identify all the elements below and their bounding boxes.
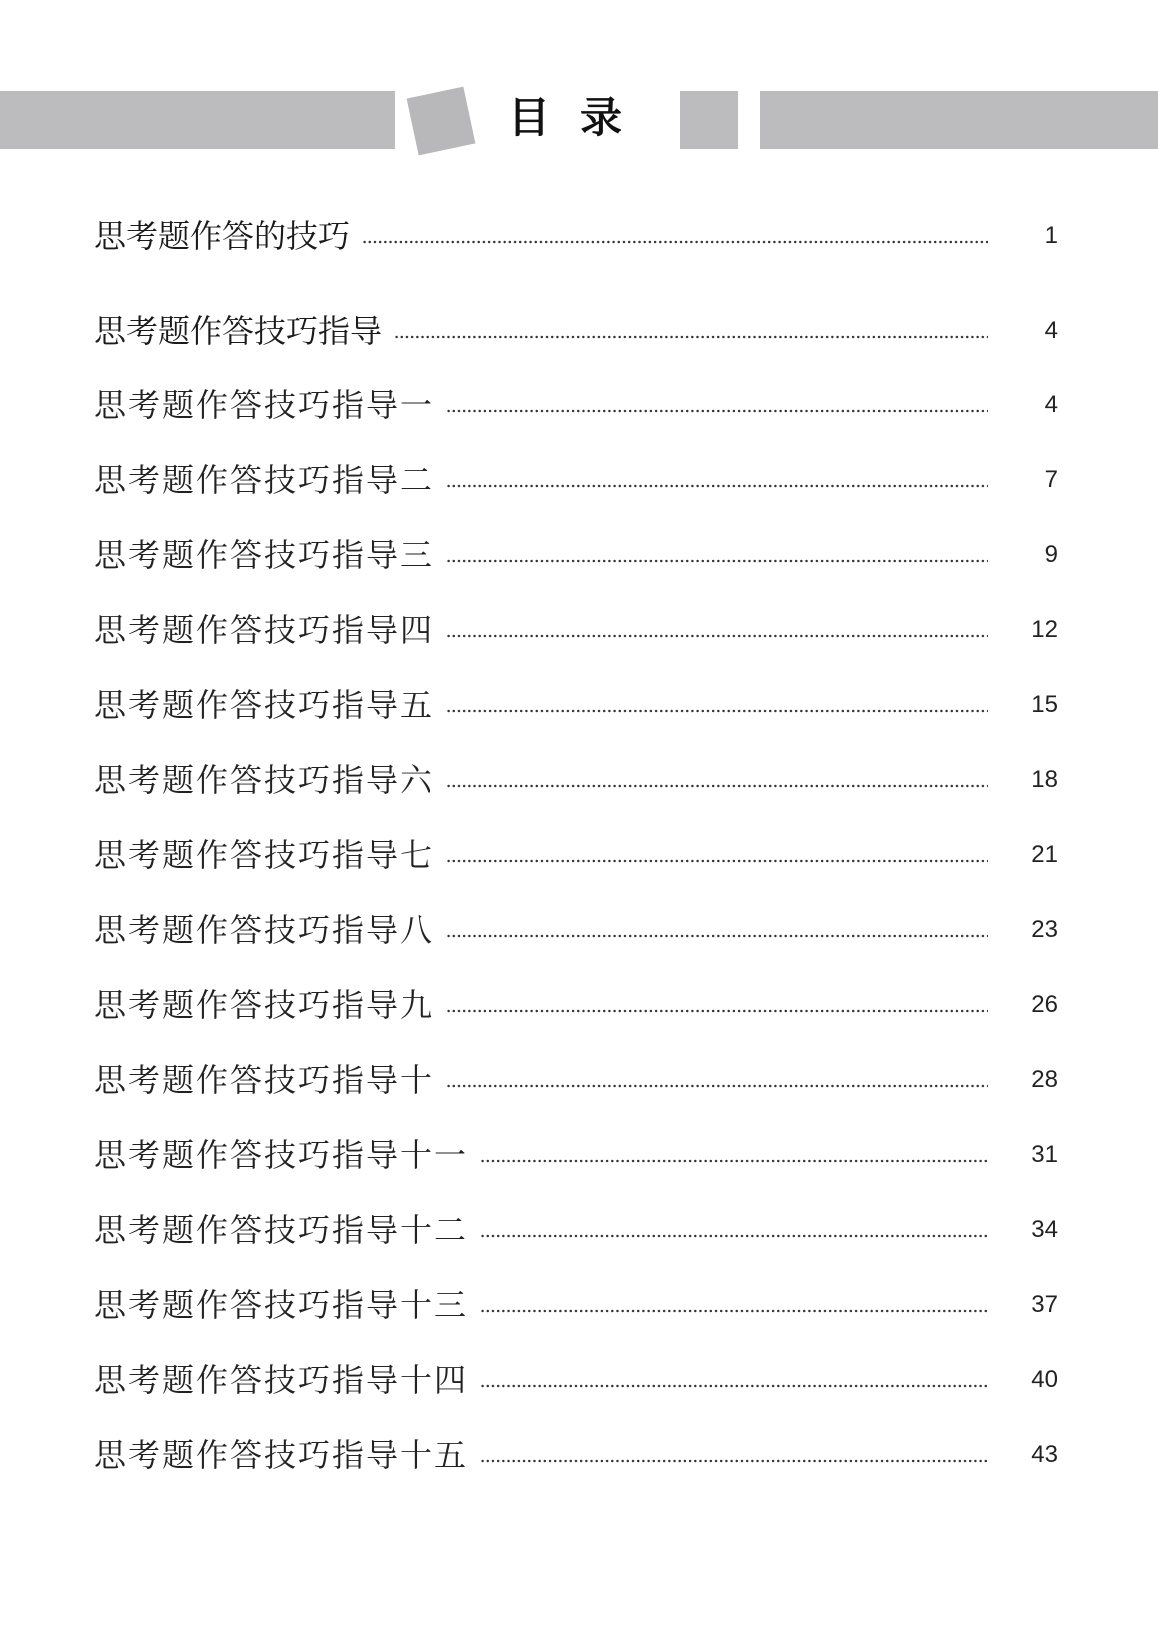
toc-entry-page: 9 bbox=[1044, 541, 1058, 568]
dot-leader bbox=[446, 859, 988, 863]
toc-entry-label: 思考题作答技巧指导一 bbox=[94, 386, 435, 424]
toc-entry-page: 31 bbox=[1031, 1141, 1058, 1168]
toc-entry-page: 4 bbox=[1044, 391, 1058, 418]
toc-entry-page: 1 bbox=[1044, 222, 1058, 249]
toc-entry[interactable] bbox=[94, 758, 1058, 802]
toc-entry-page: 12 bbox=[1031, 616, 1058, 643]
toc-entry-label: 思考题作答技巧指导五 bbox=[94, 686, 435, 724]
toc-entry[interactable] bbox=[94, 1208, 1058, 1252]
toc-entry-page: 28 bbox=[1031, 1066, 1058, 1093]
toc-entry[interactable] bbox=[94, 683, 1058, 727]
toc-entry-label: 思考题作答技巧指导十二 bbox=[94, 1211, 469, 1249]
toc-entry[interactable] bbox=[94, 608, 1058, 652]
toc-entry-page: 43 bbox=[1031, 1441, 1058, 1468]
toc-entry[interactable] bbox=[94, 1058, 1058, 1102]
toc-entry-label: 思考题作答技巧指导四 bbox=[94, 611, 435, 649]
toc-entry-page: 40 bbox=[1031, 1366, 1058, 1393]
dot-leader bbox=[480, 1159, 988, 1163]
dot-leader bbox=[480, 1234, 988, 1238]
dot-leader bbox=[480, 1384, 988, 1388]
toc-entry[interactable] bbox=[94, 833, 1058, 877]
dot-leader bbox=[362, 240, 988, 244]
dot-leader bbox=[446, 409, 988, 413]
toc-entry-label: 思考题作答技巧指导七 bbox=[94, 836, 435, 874]
header-square-decoration bbox=[680, 91, 738, 149]
toc-entry-page: 15 bbox=[1031, 691, 1058, 718]
toc-entry-label: 思考题作答技巧指导十 bbox=[94, 1061, 435, 1099]
header-tilted-square-decoration bbox=[407, 87, 476, 156]
toc-entry-page: 23 bbox=[1031, 916, 1058, 943]
toc-entry-page: 37 bbox=[1031, 1291, 1058, 1318]
dot-leader bbox=[480, 1309, 988, 1313]
dot-leader bbox=[446, 634, 988, 638]
toc-entry-label: 思考题作答技巧指导九 bbox=[94, 986, 435, 1024]
toc-entry[interactable] bbox=[94, 533, 1058, 577]
toc-entry-page: 34 bbox=[1031, 1216, 1058, 1243]
toc-entry[interactable] bbox=[94, 383, 1058, 427]
toc-entry[interactable] bbox=[94, 458, 1058, 502]
toc-entry-page: 18 bbox=[1031, 766, 1058, 793]
toc-entry-page: 7 bbox=[1044, 466, 1058, 493]
toc-entry-label: 思考题作答技巧指导十五 bbox=[94, 1436, 469, 1474]
toc-entry[interactable] bbox=[94, 1358, 1058, 1402]
page-title: 目录 bbox=[508, 93, 653, 142]
dot-leader bbox=[446, 559, 988, 563]
toc-entry-label: 思考题作答技巧指导六 bbox=[94, 761, 435, 799]
toc-entry-label: 思考题作答技巧指导 bbox=[94, 312, 383, 350]
toc-entry-page: 4 bbox=[1044, 317, 1058, 344]
toc-entry-label: 思考题作答技巧指导十四 bbox=[94, 1361, 469, 1399]
toc-entry-label: 思考题作答的技巧 bbox=[94, 217, 351, 255]
header-bar-left bbox=[0, 91, 395, 149]
toc-entry[interactable] bbox=[94, 1283, 1058, 1327]
toc-entry[interactable] bbox=[94, 983, 1058, 1027]
dot-leader bbox=[446, 1009, 988, 1013]
toc-entry[interactable] bbox=[94, 1133, 1058, 1177]
toc-entry[interactable] bbox=[94, 214, 1058, 258]
dot-leader bbox=[446, 784, 988, 788]
dot-leader bbox=[446, 709, 988, 713]
toc-entry-label: 思考题作答技巧指导十一 bbox=[94, 1136, 469, 1174]
header-bar-right bbox=[760, 91, 1158, 149]
dot-leader bbox=[446, 1084, 988, 1088]
dot-leader bbox=[394, 335, 988, 339]
dot-leader bbox=[446, 484, 988, 488]
toc-entry-label: 思考题作答技巧指导八 bbox=[94, 911, 435, 949]
toc-entry[interactable] bbox=[94, 1433, 1058, 1477]
toc-entry-label: 思考题作答技巧指导二 bbox=[94, 461, 435, 499]
toc-entry-label: 思考题作答技巧指导三 bbox=[94, 536, 435, 574]
toc-entry-label: 思考题作答技巧指导十三 bbox=[94, 1286, 469, 1324]
toc-entry[interactable] bbox=[94, 309, 1058, 353]
toc-entry-page: 26 bbox=[1031, 991, 1058, 1018]
dot-leader bbox=[480, 1459, 988, 1463]
toc-entry[interactable] bbox=[94, 908, 1058, 952]
toc-entry-page: 21 bbox=[1031, 841, 1058, 868]
dot-leader bbox=[446, 934, 988, 938]
